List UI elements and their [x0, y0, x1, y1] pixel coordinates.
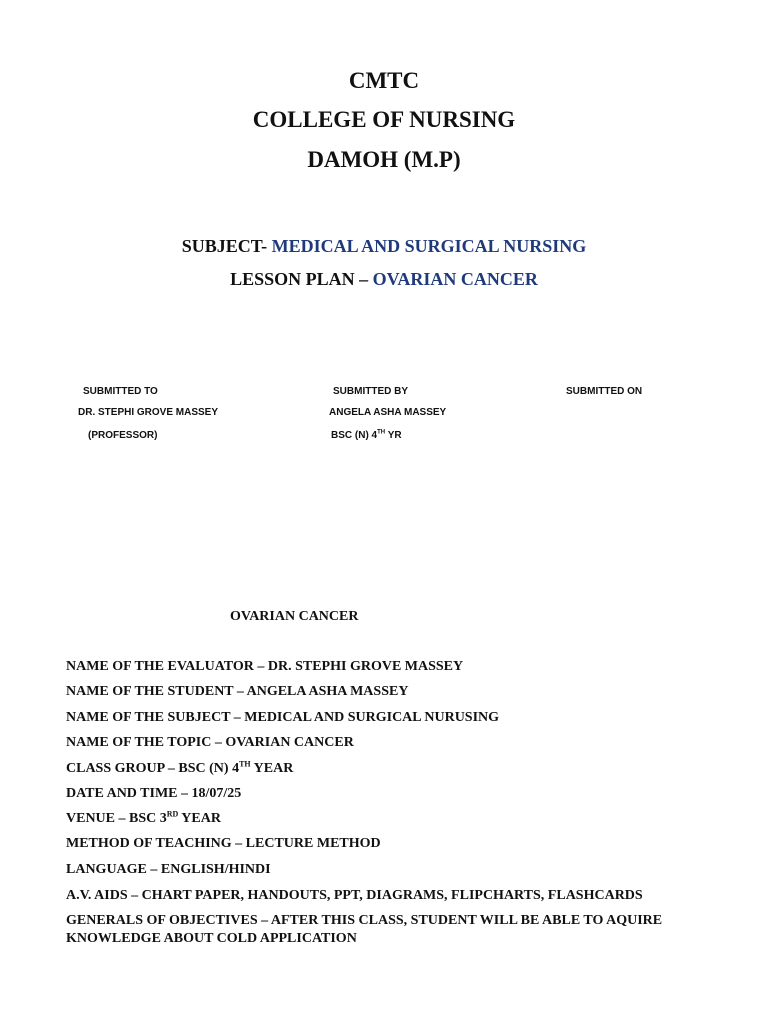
subject-value: MEDICAL AND SURGICAL NURSING — [271, 236, 587, 256]
submitted-by-name: ANGELA ASHA MASSEY — [329, 407, 447, 418]
lesson-plan-label: LESSON PLAN – — [230, 269, 373, 289]
submitted-to-name: DR. STEPHI GROVE MASSEY — [78, 407, 219, 418]
venue-line: VENUE – BSC 3RD YEAR — [66, 809, 221, 826]
date-time-line: DATE AND TIME – 18/07/25 — [66, 786, 242, 801]
student-line: NAME OF THE STUDENT – ANGELA ASHA MASSEY — [66, 684, 409, 699]
class-group-line: CLASS GROUP – BSC (N) 4TH YEAR — [66, 759, 294, 776]
submitted-by-label: SUBMITTED BY — [333, 386, 408, 397]
topic-line: NAME OF THE TOPIC – OVARIAN CANCER — [66, 735, 354, 750]
college-location: DAMOH (M.P) — [307, 147, 461, 172]
language-line: LANGUAGE – ENGLISH/HINDI — [66, 862, 271, 877]
method-line: METHOD OF TEACHING – LECTURE METHOD — [66, 836, 381, 851]
submitted-to-title: (PROFESSOR) — [88, 430, 158, 441]
subject-line — [0, 235, 768, 257]
college-abbreviation: CMTC — [348, 68, 420, 93]
objectives-line: GENERALS OF OBJECTIVES – AFTER THIS CLASS, STUDENT WILL BE ABLE TO AQUIRE KNOWLEDGE ABOUT COLD APPLICATION — [66, 913, 663, 946]
av-aids-line: A.V. AIDS – CHART PAPER, HANDOUTS, PPT, DIAGRAMS, FLIPCHARTS, FLASHCARDS — [66, 888, 643, 903]
evaluator-line: NAME OF THE EVALUATOR – DR. STEPHI GROVE MASSEY — [66, 659, 464, 674]
submitted-on-label: SUBMITTED ON — [566, 386, 643, 397]
submitted-to-label: SUBMITTED TO — [83, 386, 158, 397]
section-title: OVARIAN CANCER — [230, 609, 359, 624]
lesson-plan-value: OVARIAN CANCER — [372, 269, 538, 289]
submitted-by-class: BSC (N) 4TH YR — [331, 429, 402, 441]
subject-detail-line: NAME OF THE SUBJECT – MEDICAL AND SURGICAL NURUSING — [66, 710, 500, 725]
subject-label: SUBJECT- — [181, 236, 272, 256]
lesson-plan-line — [0, 268, 768, 290]
college-name: COLLEGE OF NURSING — [252, 107, 516, 132]
